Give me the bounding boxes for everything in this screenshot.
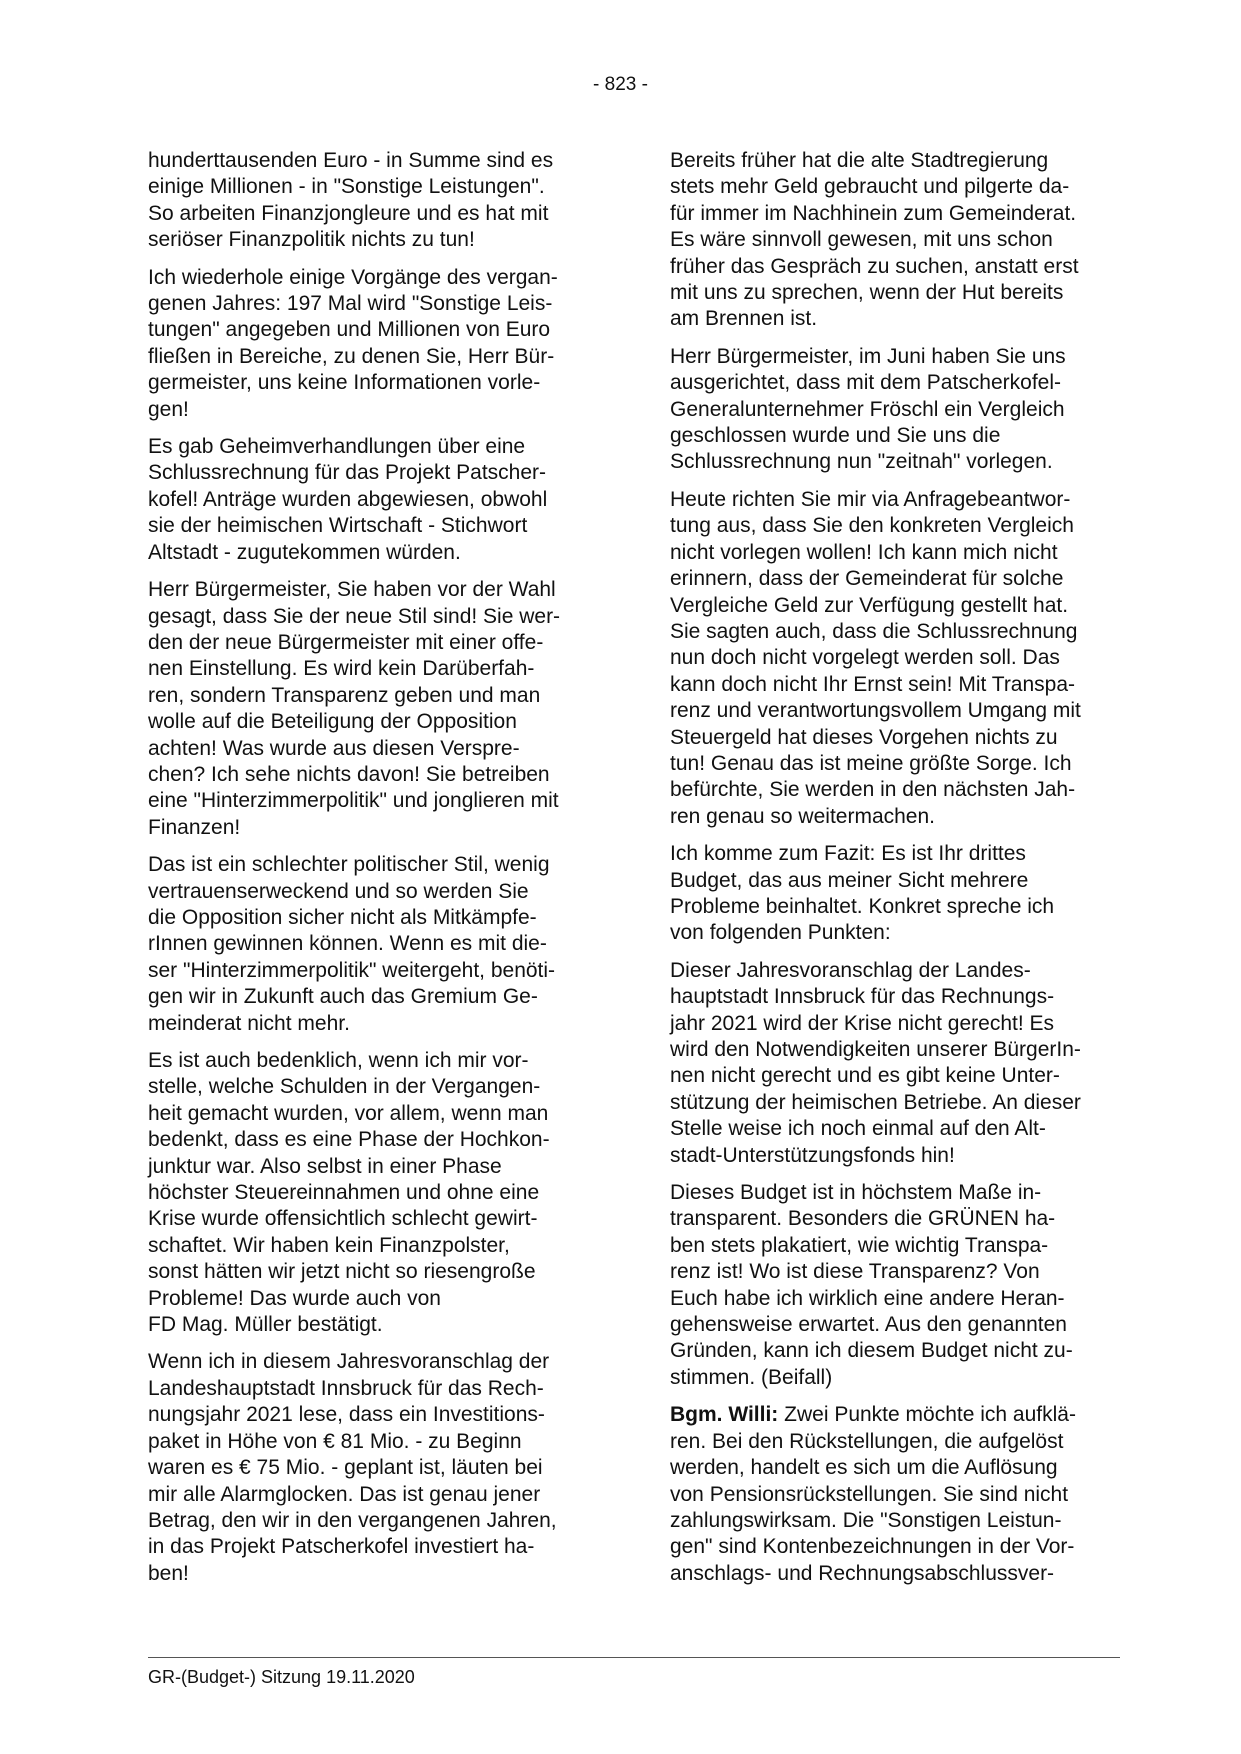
footer-divider [148, 1657, 1120, 1658]
paragraph: Herr Bürgermeister, Sie haben vor der Wahl gesagt, dass Sie der neue Stil sind! Sie wer- den der neue Bürgermeister mit einer offe- nen Einstellung. Es wird kein Darüberfah- ren, sondern Transparenz geben und man wolle auf die Beteiligung der Opposition achten! Was wurde aus diesen Verspre- chen? Ich sehe nichts davon! Sie betreiben eine "Hinterzimmerpolitik" und jonglieren mit Finanzen! [148, 578, 561, 839]
paragraph: Herr Bürgermeister, im Juni haben Sie uns ausgerichtet, dass mit dem Patscherkofel- Generalunternehmer Fröschl ein Vergleich geschlossen wurde und Sie uns die Schlussrechnung nun "zeitnah" vorlegen. [670, 344, 1066, 474]
right-column [670, 148, 1120, 1598]
paragraph: hunderttausenden Euro - in Summe sind es einige Millionen - in "Sonstige Leistungen". So arbeiten Finanzjongleure und es hat mit seriöser Finanzpolitik nichts zu tun! [148, 149, 554, 252]
paragraph: Ich wiederhole einige Vorgänge des vergan- genen Jahres: 197 Mal wird "Sonstige Leis- tungen" angegeben und Millionen von Euro fließen in Bereiche, zu denen Sie, Herr Bür- germeister, uns keine Informationen vorle- gen! [148, 265, 558, 421]
paragraph: Das ist ein schlechter politischer Stil, wenig vertrauenserweckend und so werden Sie die Opposition sicher nicht als Mitkämpfe- rInnen gewinnen können. Wenn es mit die- ser "Hinterzimmerpolitik" weitergeht, benöti- gen wir in Zukunft auch das Gremium Ge- meinderat nicht mehr. [148, 853, 556, 1035]
paragraph: Ich komme zum Fazit: Es ist Ihr drittes Budget, das aus meiner Sicht mehrere Probleme beinhaltet. Konkret spreche ich von folgenden Punkten: [670, 842, 1055, 945]
paragraph: Dieses Budget ist in höchstem Maße in- transparent. Besonders die GRÜNEN ha- ben stets plakatiert, wie wichtig Transpa- renz ist! Wo ist diese Transparenz? Von Euch habe ich wirklich eine andere Heran- gehensweise erwartet. Aus den genannten Gründen, kann ich diesem Budget nicht zu- stimmen. (Beifall) [670, 1181, 1073, 1389]
paragraph: Dieser Jahresvoranschlag der Landes- hauptstadt Innsbruck für das Rechnungs- jahr 2021 wird der Krise nicht gerecht! Es wird den Notwendigkeiten unserer BürgerIn- nen nicht gerecht und es gibt keine Unter- stützung der heimischen Betriebe. An dieser Stelle weise ich noch einmal auf den Alt- stadt-Unterstützungsfonds hin! [670, 958, 1081, 1167]
paragraph: Wenn ich in diesem Jahresvoranschlag der Landeshauptstadt Innsbruck für das Rech- nungsjahr 2021 lese, dass ein Investitions- paket in Höhe von € 81 Mio. - zu Beginn waren es € 75 Mio. - geplant ist, läuten bei mir alle Alarmglocken. Das ist genau jener Betrag, den wir in den vergangenen Jahren, in das Projekt Patscherkofel investiert ha- ben! [148, 1350, 557, 1585]
paragraph: Es gab Geheimverhandlungen über eine Schlussrechnung für das Projekt Patscher- kofel! Anträge wurden abgewiesen, obwohl sie der heimischen Wirtschaft - Stichwort Altstadt - zugutekommen würden. [148, 435, 548, 564]
speech-text: Zwei Punkte möchte ich aufklä- ren. Bei den Rückstellungen, die aufgelöst werden, handelt es sich um die Auflösung von Pensionsrückstellungen. Sie sind nicht zahlungswirksam. Die "Sonstigen Leistun- gen" sind Kontenbezeichnungen in der Vor- anschlags- und Rechnungsabschlussver- [670, 1403, 1076, 1585]
paragraph: Bereits früher hat die alte Stadtregierung stets mehr Geld gebraucht und pilgerte da- für immer im Nachhinein zum Gemeinderat. Es wäre sinnvoll gewesen, mit uns schon früher das Gespräch zu suchen, anstatt erst mit uns zu sprechen, wenn der Hut bereits am Brennen ist. [670, 149, 1079, 331]
paragraph: Heute richten Sie mir via Anfragebeantwor- tung aus, dass Sie den konkreten Vergleich nicht vorlegen wollen! Ich kann mich nicht erinnern, dass der Gemeinderat für solche Vergleiche Geld zur Verfügung gestellt hat. Sie sagten auch, dass die Schlussrechnung nun doch nicht vorgelegt werden soll. Das kann doch nicht Ihr Ernst sein! Mit Transpa- renz und verantwortungsvollem Umgang mit Steuergeld hat dieses Vorgehen nichts zu tun! Genau das ist meine größte Sorge. Ich befürchte, Sie werden in den nächsten Jah- ren genau so weitermachen. [670, 487, 1081, 828]
page-number: - 823 - [593, 74, 648, 95]
paragraph: Es ist auch bedenklich, wenn ich mir vor- stelle, welche Schulden in der Vergangen- heit gemacht wurden, vor allem, wenn man bedenkt, dass es eine Phase der Hochkon- junktur war. Also selbst in einer Phase höchster Steuereinnahmen und ohne eine Krise wurde offensichtlich schlecht gewirt- schaftet. Wir haben kein Finanzpolster, sonst hätten wir jetzt nicht so riesengroße Probleme! Das wurde auch von FD Mag. Müller bestätigt. [148, 1049, 550, 1337]
footer-text: GR-(Budget-) Sitzung 19.11.2020 [148, 1667, 415, 1687]
speaker-name: Bgm. Willi: [670, 1403, 779, 1427]
speech-paragraph [670, 1402, 1120, 1587]
left-column [148, 148, 598, 1598]
